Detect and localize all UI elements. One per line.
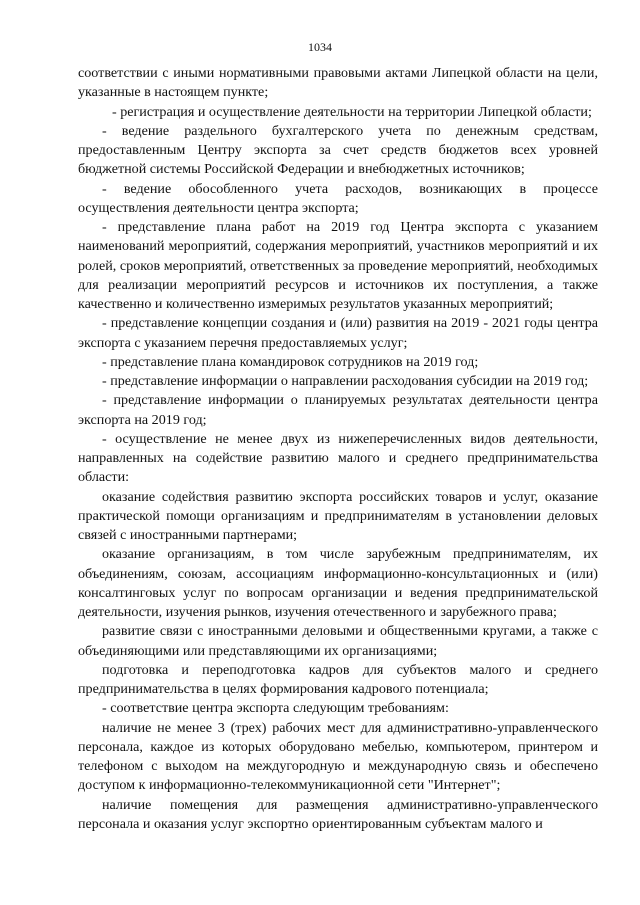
paragraph-13: развитие связи с иностранными деловыми и общественными кругами, а также с объединяющими или представляющими их организациями; [78,623,598,659]
paragraph-15: - соответствие центра экспорта следующим требованиям: [102,700,449,717]
page-number: 1034 [308,40,332,54]
paragraph-6: - представление концепции создания и (или) развития на 2019 - 2021 годы центра экспорта с указанием перечня предоставляемых услуг; [78,315,598,351]
paragraph-2: - регистрация и осуществление деятельности на территории Липецкой области; [112,103,592,120]
paragraph-8: - представление информации о направлении расходования субсидии на 2019 год; [102,373,589,389]
paragraph-11: оказание содействия развитию экспорта российских товаров и услуг, оказание практической помощи организациям и предпринимателям в установлении деловых связей с иностранными партнерами; [78,488,598,543]
paragraph-16: наличие не менее 3 (трех) рабочих мест для административно-управленческого персонала, каждое из которых оборудовано мебелью, компьютером, принтером и телефоном с выходом на междугородную и международную связь и обеспечено доступом к информационно-телекоммуникационной сети "Интернет"; [78,719,598,794]
paragraph-10: - осуществление не менее двух из нижеперечисленных видов деятельности, направленных на содействие развитию малого и среднего предпринимательства области: [78,430,598,486]
paragraph-7: - представление плана командировок сотрудников на 2019 год; [102,353,479,370]
paragraph-9: - представление информации о планируемых результатах деятельности центра экспорта на 2019 год; [78,392,598,428]
paragraph-1: соответствии с иными нормативными правовыми актами Липецкой области на цели, указанные в настоящем пункте; [78,65,598,101]
paragraph-14: подготовка и переподготовка кадров для субъектов малого и среднего предпринимательства в целях формирования кадрового потенциала; [78,661,598,697]
paragraph-12: оказание организациям, в том числе зарубежным предпринимателям, их объединениям, союзам, ассоциациям информационно-консультационных и (или) консалтинговых услуг по вопросам организации и ведения предпринимательской деятельности, изучения рынков, изучения отечественного и зарубежного права; [78,546,598,620]
document-body [78,64,598,834]
paragraph-3: - ведение раздельного бухгалтерского учета по денежным средствам, предоставленным Центру экспорта за счет средств бюджетов всех уровней бюджетной системы Российской Федерации и внебюджетных источников; [78,122,598,178]
paragraph-5: - представление плана работ на 2019 год Центра экспорта с указанием наименований мероприятий, содержания мероприятий, участников мероприятий и их ролей, сроков мероприятий, ответственных за проведение мероприятий, необходимых для реализации мероприятий ресурсов и источников их поступления, а также качественно и количественно измеримых результатов указанных мероприятий; [78,219,598,312]
paragraph-17: наличие помещения для размещения административно-управленческого персонала и оказания услуг экспортно ориентированным субъектам малого и [78,796,598,832]
paragraph-4: - ведение обособленного учета расходов, возникающих в процессе осуществления деятельности центра экспорта; [78,180,598,216]
